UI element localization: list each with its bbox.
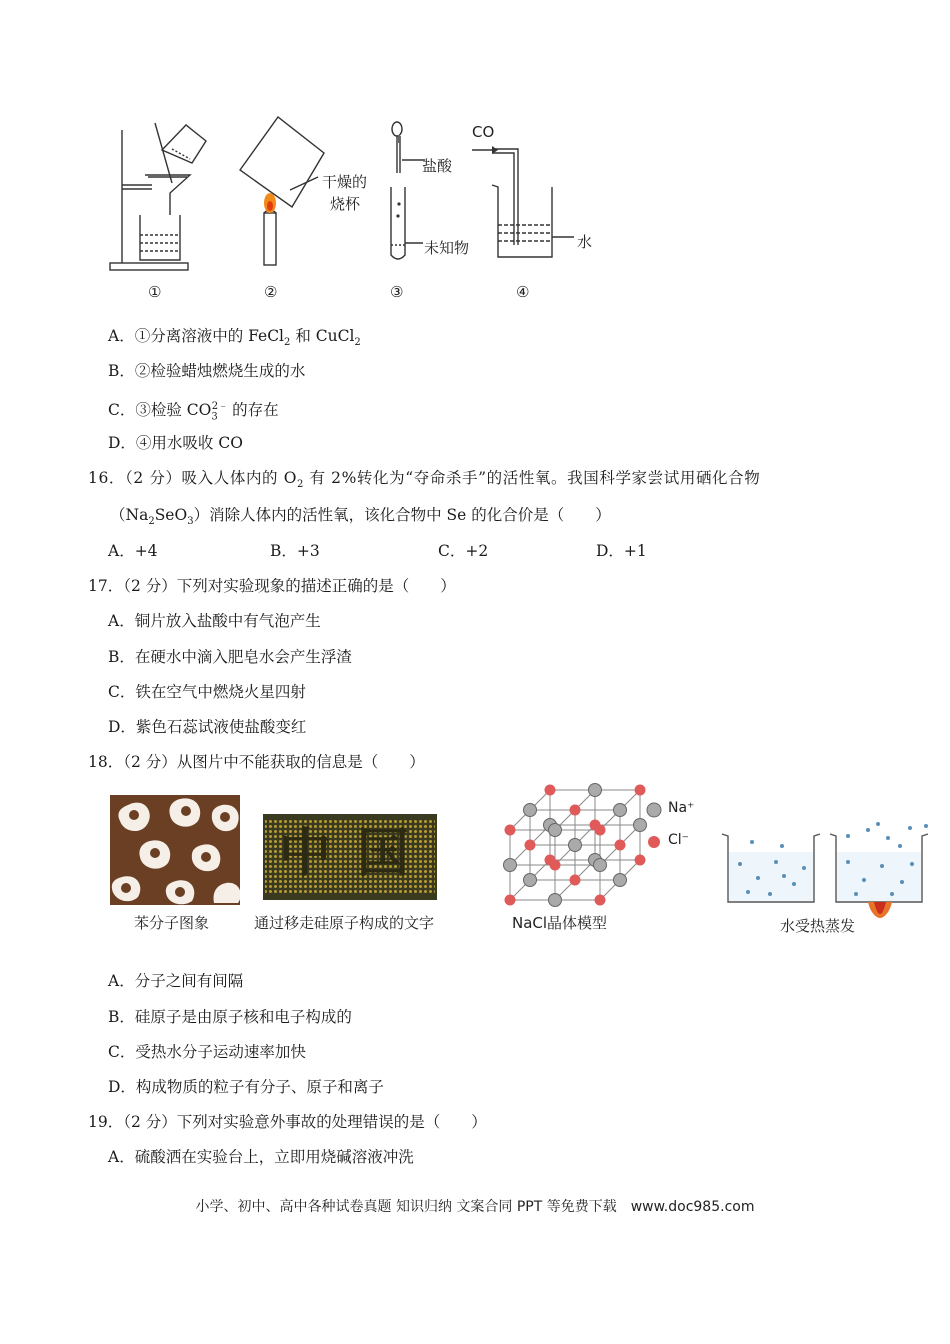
q17-option-a[interactable]: A．铜片放入盐酸中有气泡产生 [108,612,321,630]
legend-cl-swatch [648,836,660,848]
iron-stand-base [110,263,188,270]
q19-stem: 19．（2 分）下列对实验意外事故的处理错误的是（ ） [88,1113,487,1131]
pouring-beaker [162,125,206,163]
q19-option-a[interactable]: A．硫酸洒在实验台上，立即用烧碱溶液冲洗 [108,1148,414,1166]
label-hydrochloric-acid: 盐酸 [422,157,453,175]
caption-evaporation: 水受热蒸发 [780,917,856,935]
q15-option-d[interactable]: D．④用水吸收 CO [108,434,243,452]
legend-na-swatch [647,803,661,817]
label-dry-beaker-1: 干燥的 [322,173,368,191]
q16-option-a[interactable]: A．+4 [108,542,158,560]
q16-stem-line2: $(Na_2SeO_3)$消除人体内的活性氧，该化合物中 Se 的化合价是（ ） [110,506,611,528]
q17-option-c[interactable]: C．铁在空气中燃烧火星四射 [108,683,306,701]
q17-option-d[interactable]: D．紫色石蕊试液使盐酸变红 [108,718,307,736]
nacl-crystal-image [500,780,700,912]
q16-stem-line1: 16．（2 分）吸入人体内的 $O_2$ 有 2%转化为“夺命杀手”的活性氧。我国科学家尝试用硒化合物 [88,469,761,491]
apparatus-drawings [100,115,620,315]
silicon-chinese-characters: 中国 [279,824,436,884]
figure-number-3: ③ [390,283,404,301]
label-water: 水 [577,233,593,251]
dry-beaker [240,117,324,207]
figure-number-4: ④ [516,283,530,301]
filter-funnel [145,175,190,215]
water-beaker [492,185,552,257]
q18-option-c[interactable]: C．受热水分子运动速率加快 [108,1043,306,1061]
receiving-beaker [140,215,180,260]
label-co: CO [472,123,495,141]
page-footer: 小学、初中、高中各种试卷真题 知识归纳 文案合同 PPT 等免费下载 www.doc985.com [195,1199,755,1215]
q18-option-b[interactable]: B．硅原子是由原子核和电子构成的 [108,1008,352,1026]
legend-na-label: Na⁺ [668,800,695,816]
test-tube [391,187,405,259]
label-dry-beaker-2: 烧杯 [330,195,361,213]
benzene-image [110,795,240,905]
benzene-rings [110,795,240,905]
q17-stem: 17．（2 分）下列对实验现象的描述正确的是（ ） [88,577,456,595]
figure-number-2: ② [264,283,278,301]
evaporation-drawing [718,822,938,918]
caption-silicon: 通过移走硅原子构成的文字 [254,914,435,932]
q16-option-d[interactable]: D．+1 [596,542,647,560]
caption-nacl: NaCl晶体模型 [512,914,608,932]
q15-apparatus-figure [100,115,620,315]
q18-option-d[interactable]: D．构成物质的粒子有分子、原子和离子 [108,1078,384,1096]
water-evaporation-image [718,822,938,918]
label-unknown-substance: 未知物 [424,239,470,257]
silicon-text-image [263,814,437,900]
legend-cl-label: Cl⁻ [668,832,690,848]
candle [264,213,276,265]
caption-benzene: 苯分子图象 [134,914,210,932]
q15-option-c[interactable]: C．③检验 $CO_3^{2﹣}$ 的存在 [108,401,279,423]
q15-option-b[interactable]: B．②检验蜡烛燃烧生成的水 [108,362,306,380]
q18-option-a[interactable]: A．分子之间有间隔 [108,972,244,990]
q18-stem: 18．（2 分）从图片中不能获取的信息是（ ） [88,753,425,771]
dropper-bulb [392,122,402,136]
q15-option-a[interactable]: A．①分离溶液中的 FeCl$_2$ 和 CuCl$_2$ [108,327,361,349]
q17-option-b[interactable]: B．在硬水中滴入肥皂水会产生浮渣 [108,648,352,666]
q16-option-b[interactable]: B．+3 [270,542,320,560]
q16-option-c[interactable]: C．+2 [438,542,489,560]
figure-number-1: ① [148,283,162,301]
